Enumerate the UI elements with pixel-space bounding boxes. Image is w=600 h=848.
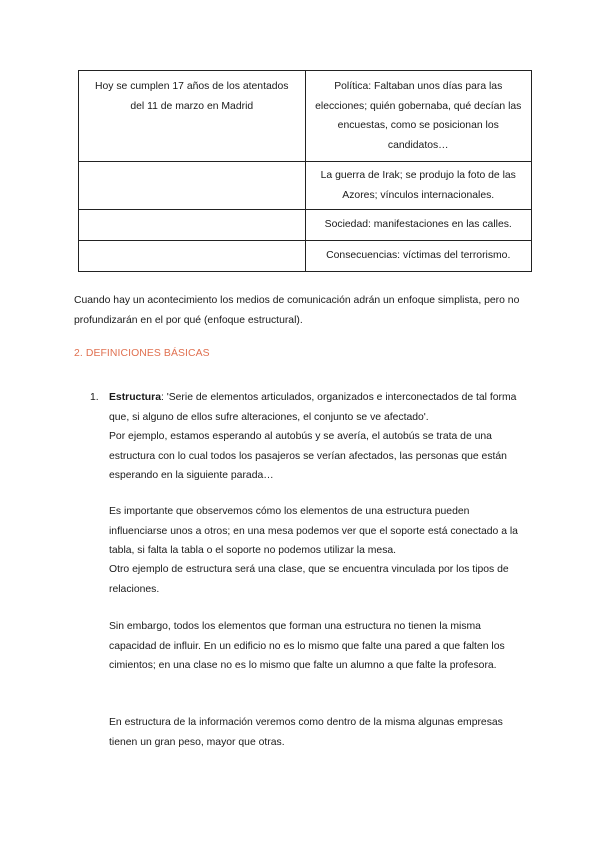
topics-table [78, 70, 532, 272]
table-cell [79, 210, 306, 241]
table-row [79, 71, 532, 162]
table-row [79, 162, 532, 210]
list-item-number: 1. [90, 392, 99, 403]
information-structure-paragraph: En estructura de la información veremos como dentro de la misma algunas empresas tienen un gran peso, mayor que otras. [109, 717, 503, 748]
intro-paragraph: Cuando hay un acontecimiento los medios de comunicación adrán un enfoque simplista, pero no profundizarán en el por qué (enfoque estructural). [74, 295, 520, 326]
table-cell: Consecuencias: víctimas del terrorismo. [305, 241, 532, 272]
table-row [79, 241, 532, 272]
section-heading: 2. DEFINICIONES BÁSICAS [74, 348, 210, 359]
definition-text: : 'Serie de elementos articulados, organizados e interconectados de tal forma que, si alguno de ellos sufre alteraciones, el conjunto se ve afectado'. [109, 392, 517, 423]
class-example-paragraph: Otro ejemplo de estructura será una clase, que se encuentra vinculada por los tipos de relaciones. [109, 564, 509, 595]
example-paragraph: Por ejemplo, estamos esperando al autobús y se avería, el autobús se trata de una estructura con lo cual todos los pasajeros se verían afectados, las personas que están esperando en la siguiente parada… [109, 431, 507, 481]
table-cell: La guerra de Irak; se produjo la foto de las Azores; vínculos internacionales. [305, 162, 532, 210]
table-cell: Hoy se cumplen 17 años de los atentados del 11 de marzo en Madrid [79, 71, 306, 162]
term-label: Estructura [109, 392, 161, 403]
table-cell: Sociedad: manifestaciones en las calles. [305, 210, 532, 241]
definition-paragraph [109, 388, 529, 427]
table-row [79, 210, 532, 241]
influence-paragraph: Es importante que observemos cómo los elementos de una estructura pueden influenciarse unos a otros; en una mesa podemos ver que el soporte está conectado a la tabla, si falta la tabla o el soporte no podemos utilizar la mesa. [109, 506, 518, 556]
influence-capacity-paragraph: Sin embargo, todos los elementos que forman una estructura no tienen la misma capacidad de influir. En un edificio no es lo mismo que falte una pared a que falten los cimientos; en una clase no es lo mismo que falte un alumno a que falte la profesora. [109, 621, 505, 671]
table-cell [79, 241, 306, 272]
table-cell: Política: Faltaban unos días para las elecciones; quién gobernaba, qué decían las encuestas, como se posicionan los candidatos… [305, 71, 532, 162]
table-cell [79, 162, 306, 210]
